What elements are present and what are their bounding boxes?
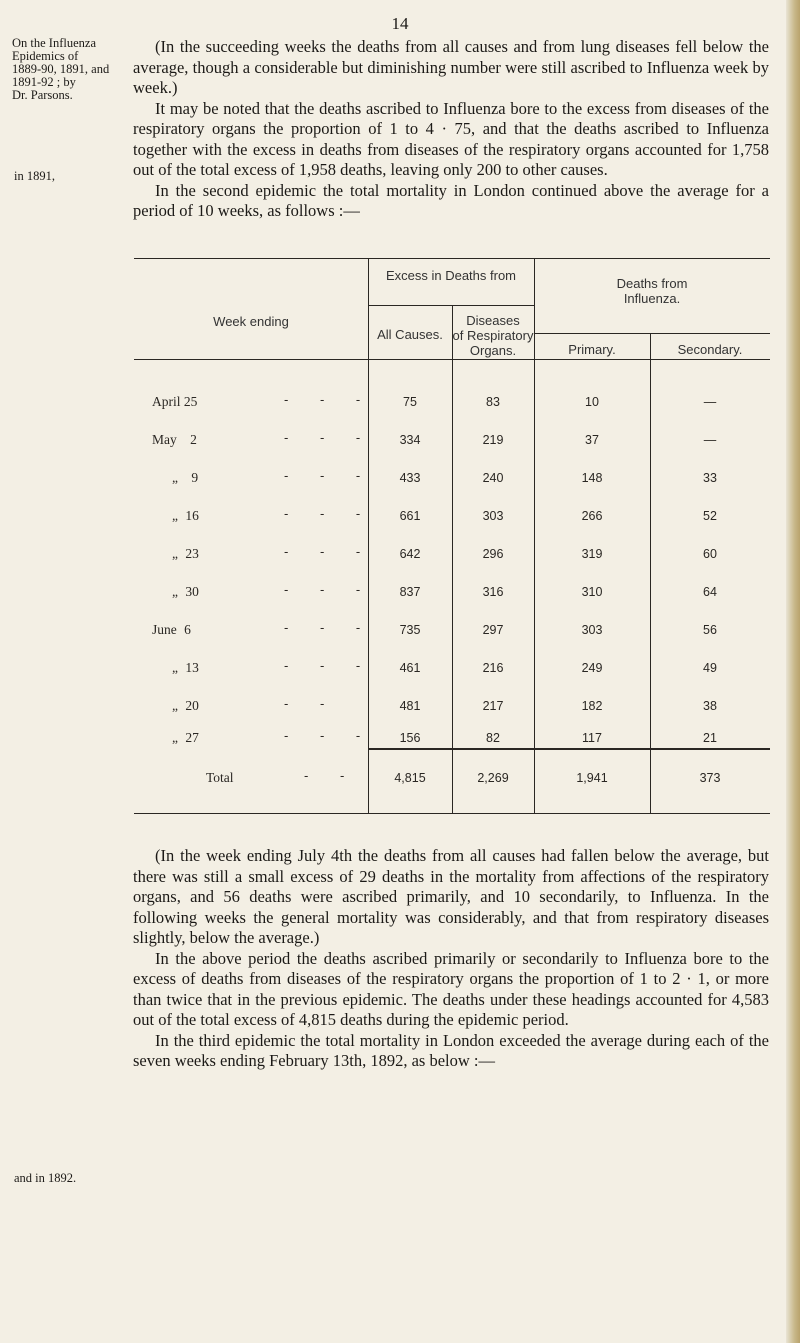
- cell-secondary: 49: [703, 661, 717, 675]
- header-influenza-line: Influenza.: [623, 291, 681, 306]
- cell-all-causes: 735: [399, 623, 421, 637]
- leader-dashes: - - -: [284, 582, 375, 597]
- header-influenza-line: Deaths from: [616, 276, 688, 291]
- paragraph: (In the week ending July 4th the deaths from all causes had fallen below the average, but there was still a small excess of 29 deaths in the mortality from affections of the respiratory organs, and 56 deaths were ascribed primarily, and 10 secondarily, to Influenza. In the following weeks the general mortality was considerably, and that from respiratory diseases slightly, below the average.): [133, 846, 769, 947]
- margin-note-line: On the Influenza: [12, 36, 96, 50]
- margin-note-sources: [12, 37, 130, 102]
- total-primary: 1,941: [576, 771, 608, 785]
- cell-respiratory: 303: [482, 509, 504, 523]
- paragraph: In the above period the deaths ascribed primarily or secondarily to Influenza bore to the excess of deaths from diseases of the respiratory organs the proportion of 1 to 2 · 1, or more than twice that in the previous epidemic. The deaths under these headings accounted for 4,583 out of the total excess of 4,815 deaths during the epidemic period.: [133, 948, 769, 1029]
- header-excess: Excess in Deaths from: [385, 268, 517, 283]
- header-respiratory-line: of Respiratory: [452, 328, 534, 343]
- header-week: Week ending: [213, 314, 289, 329]
- cell-secondary: —: [703, 433, 717, 447]
- cell-all-causes: 433: [399, 471, 421, 485]
- leader-dashes: - -: [284, 696, 339, 711]
- cell-primary: 37: [585, 433, 599, 447]
- header-respiratory-line: Organs.: [469, 343, 517, 358]
- week-label: [152, 622, 191, 638]
- total-secondary: 373: [699, 771, 721, 785]
- week-label: [152, 432, 197, 448]
- week-day: 9: [191, 470, 199, 485]
- cell-respiratory: 83: [486, 395, 500, 409]
- cell-secondary: 64: [703, 585, 717, 599]
- week-label: [172, 660, 199, 676]
- week-day: 23: [185, 546, 199, 561]
- leader-dashes: - -: [304, 768, 359, 783]
- week-label: [172, 508, 199, 524]
- cell-respiratory: 297: [482, 623, 504, 637]
- cell-respiratory: 219: [482, 433, 504, 447]
- total-respiratory: 2,269: [477, 771, 509, 785]
- week-day: 30: [185, 584, 199, 599]
- margin-note-line: 1889-90, 1891, and: [12, 62, 110, 76]
- page-edge: [786, 0, 800, 1343]
- cell-all-causes: 481: [399, 699, 421, 713]
- week-month: April: [152, 394, 181, 409]
- week-label: [172, 584, 199, 600]
- week-label: [172, 546, 199, 562]
- leader-dashes: - - -: [284, 506, 375, 521]
- header-respiratory-line: Diseases: [466, 313, 520, 328]
- header-all-causes: All Causes.: [377, 327, 443, 342]
- margin-note-line: Epidemics of: [12, 49, 79, 63]
- week-month: „: [172, 730, 178, 745]
- week-month: May: [152, 432, 177, 447]
- leader-dashes: - - -: [284, 620, 375, 635]
- cell-all-causes: 642: [399, 547, 421, 561]
- week-day: 27: [185, 730, 199, 745]
- table-top-rule: [134, 258, 770, 259]
- body-text-top: [133, 37, 769, 222]
- week-month: „: [172, 546, 178, 561]
- leader-dashes: - - -: [284, 728, 375, 743]
- cell-respiratory: 316: [482, 585, 504, 599]
- week-month: „: [172, 584, 178, 599]
- cell-secondary: 60: [703, 547, 717, 561]
- week-label: [172, 698, 199, 714]
- week-label: [172, 730, 199, 746]
- cell-secondary: 52: [703, 509, 717, 523]
- week-month: „: [172, 698, 178, 713]
- total-rule: [368, 748, 770, 750]
- mortality-table: [134, 258, 770, 814]
- paragraph: (In the succeeding weeks the deaths from all causes and from lung diseases fell below the average, though a considerable but diminishing number were still ascribed to Influenza week by week.): [133, 37, 769, 97]
- cell-secondary: —: [703, 395, 717, 409]
- week-day: 25: [183, 394, 198, 409]
- margin-note-line: Dr. Parsons.: [12, 88, 73, 102]
- cell-primary: 310: [581, 585, 603, 599]
- week-month: „: [172, 660, 178, 675]
- week-day: 16: [185, 508, 199, 523]
- cell-respiratory: 216: [482, 661, 504, 675]
- header-rule: [534, 333, 770, 334]
- header-primary: Primary.: [568, 342, 616, 357]
- cell-respiratory: 82: [486, 731, 500, 745]
- cell-primary: 303: [581, 623, 603, 637]
- cell-respiratory: 240: [482, 471, 504, 485]
- paragraph: In the third epidemic the total mortality in London exceeded the average during each of the seven weeks ending February 13th, 1892, as below :—: [133, 1030, 769, 1070]
- week-month: June: [152, 622, 177, 637]
- leader-dashes: - - -: [284, 658, 375, 673]
- cell-primary: 117: [582, 731, 602, 745]
- cell-all-causes: 661: [399, 509, 421, 523]
- cell-all-causes: 156: [399, 731, 421, 745]
- week-day: 13: [185, 660, 199, 675]
- cell-primary: 249: [581, 661, 603, 675]
- week-label: [152, 394, 197, 410]
- paragraph: In the second epidemic the total mortality in London continued above the average for a period of 10 weeks, as follows :—: [133, 180, 769, 220]
- week-day: 6: [184, 622, 191, 637]
- week-month: „: [172, 470, 178, 485]
- week-day: 2: [190, 432, 197, 447]
- cell-primary: 319: [581, 547, 603, 561]
- week-month: „: [172, 508, 178, 523]
- paragraph: It may be noted that the deaths ascribed to Influenza bore to the excess from diseases of the respiratory organs the proportion of 1 to 4 · 75, and that the deaths ascribed to Influenza together with the excess in deaths from diseases of the respiratory organs accounted for 1,758 out of the total excess of 1,958 deaths, leaving only 200 to other causes.: [133, 98, 769, 179]
- total-all-causes: 4,815: [394, 771, 426, 785]
- header-influenza: [534, 276, 770, 306]
- cell-secondary: 21: [703, 731, 717, 745]
- body-text-bottom: [133, 846, 769, 1072]
- cell-respiratory: 217: [482, 699, 504, 713]
- header-secondary: Secondary.: [677, 342, 743, 357]
- total-label: Total: [206, 770, 234, 785]
- leader-dashes: - - -: [284, 468, 375, 483]
- cell-all-causes: 75: [403, 395, 417, 409]
- leader-dashes: - - -: [284, 430, 375, 445]
- margin-note-1891: in 1891,: [14, 169, 55, 183]
- cell-all-causes: 837: [399, 585, 421, 599]
- header-rule: [368, 305, 534, 306]
- leader-dashes: - - -: [284, 544, 375, 559]
- cell-all-causes: 461: [399, 661, 421, 675]
- cell-secondary: 38: [703, 699, 717, 713]
- cell-primary: 266: [581, 509, 603, 523]
- cell-primary: 10: [585, 395, 599, 409]
- cell-secondary: 56: [703, 623, 717, 637]
- cell-all-causes: 334: [399, 433, 421, 447]
- week-label: [172, 470, 198, 486]
- cell-secondary: 33: [703, 471, 717, 485]
- cell-primary: 148: [581, 471, 603, 485]
- cell-respiratory: 296: [482, 547, 504, 561]
- header-respiratory: [452, 313, 534, 358]
- cell-primary: 182: [581, 699, 603, 713]
- leader-dashes: - - -: [284, 392, 375, 407]
- page-number: 14: [391, 14, 409, 33]
- margin-note-line: 1891-92 ; by: [12, 75, 76, 89]
- margin-note-1892: and in 1892.: [14, 1171, 77, 1185]
- week-day: 20: [185, 698, 199, 713]
